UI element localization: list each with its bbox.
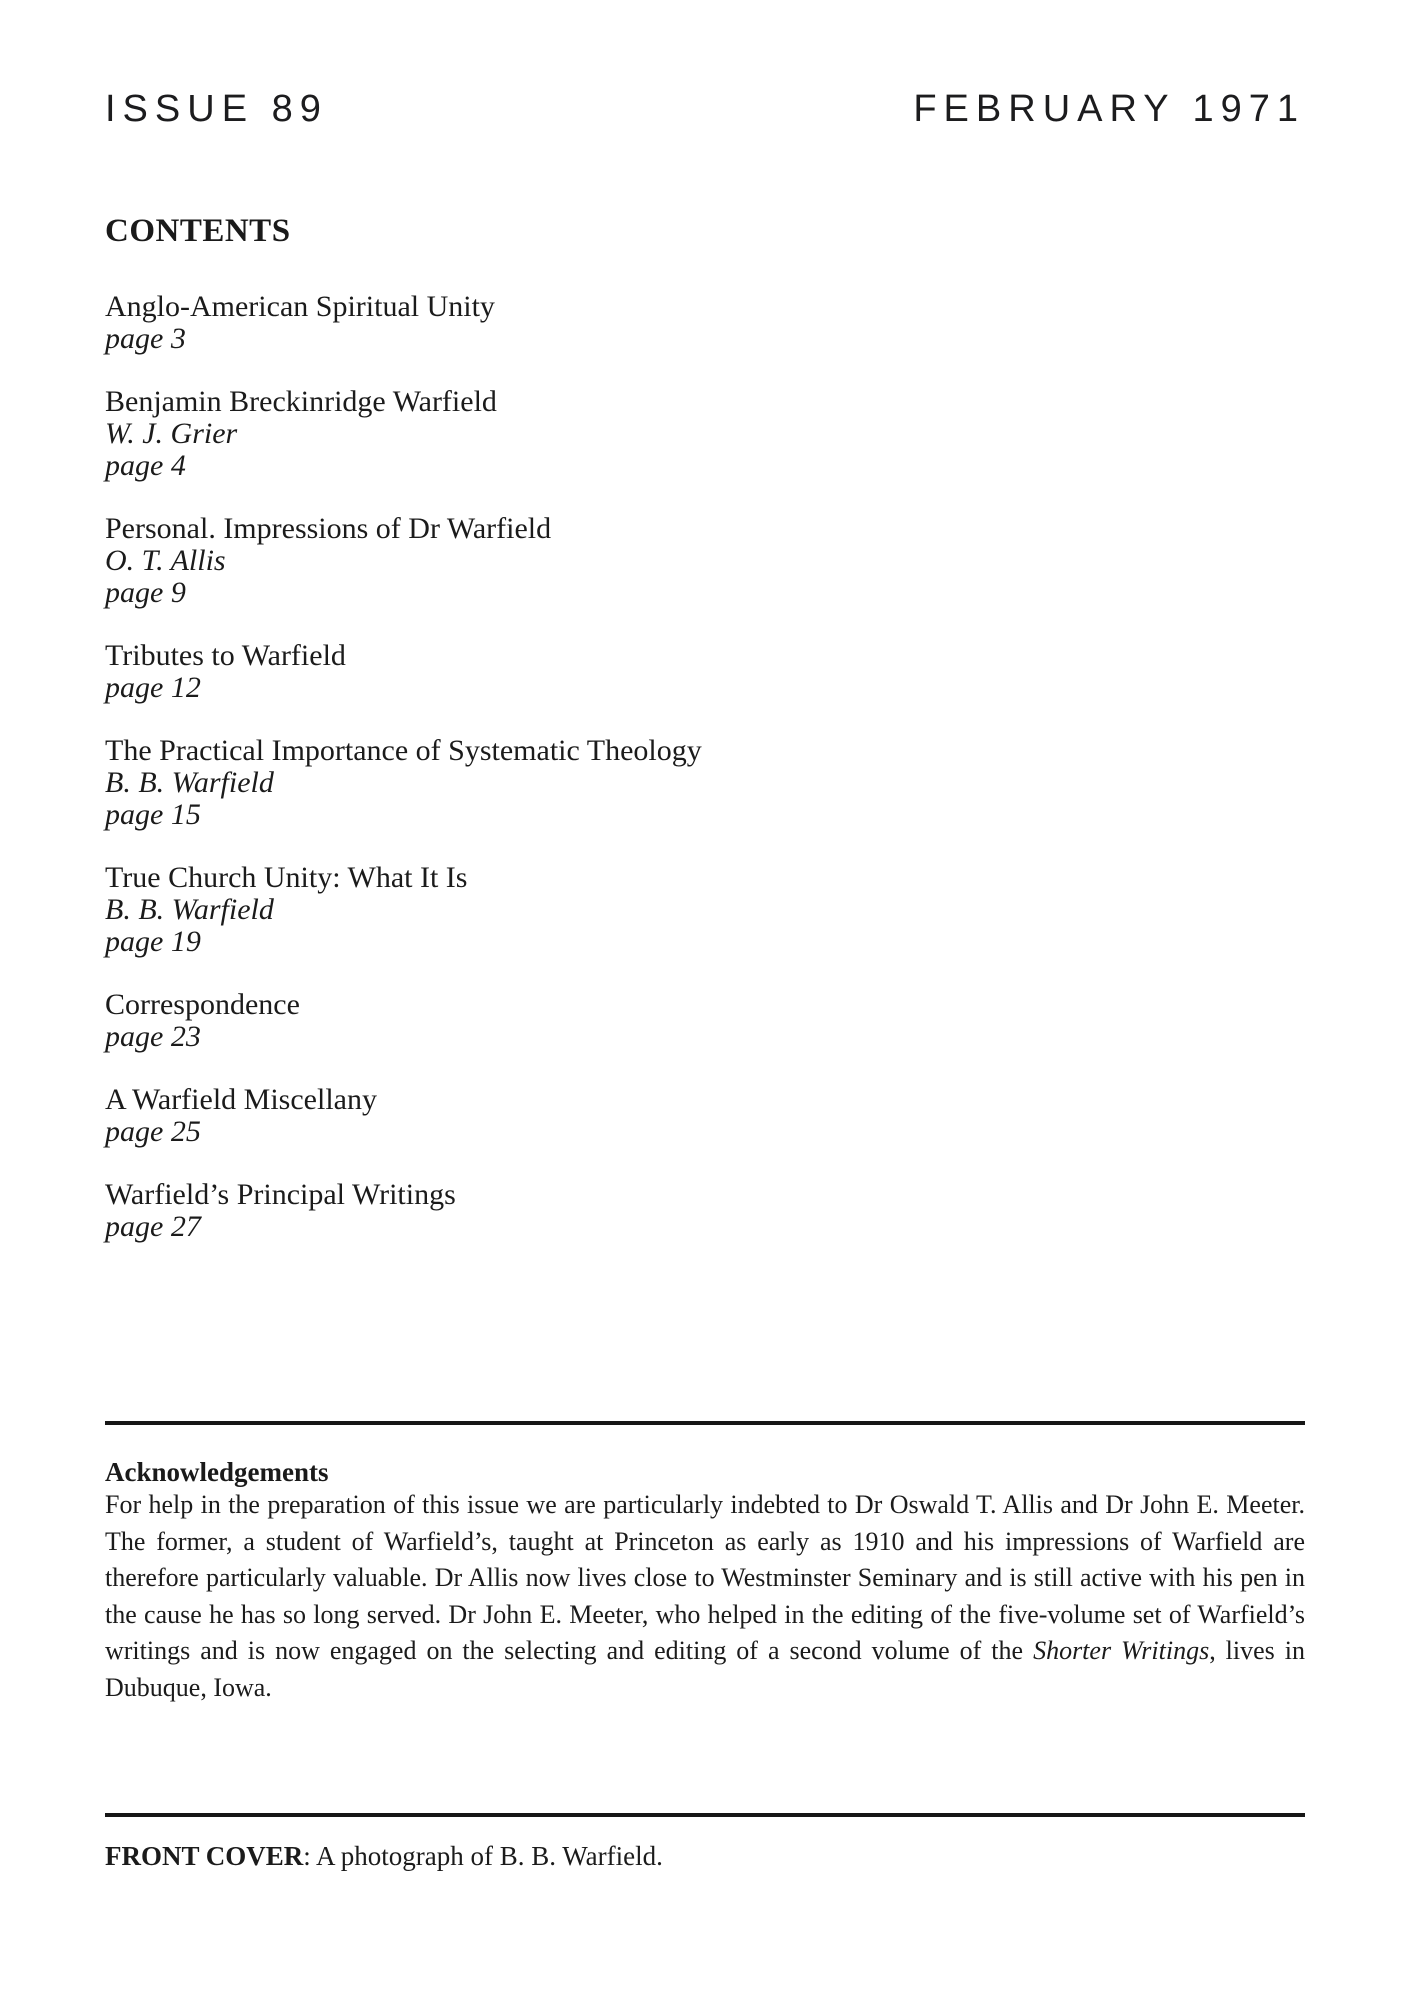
toc-item [105,640,1305,704]
acknowledgements-heading: Acknowledgements [105,1457,329,1487]
contents-heading: CONTENTS [105,213,291,249]
toc-item [105,386,1305,482]
toc-item-title: Benjamin Breckinridge Warfield [105,385,497,418]
toc-item-author: B. B. Warfield [105,893,274,926]
divider-rule-bottom [105,1813,1305,1817]
toc-item-author: B. B. Warfield [105,766,274,799]
masthead [105,0,1305,128]
toc-item-author: O. T. Allis [105,544,226,577]
toc-item-page: page 4 [105,449,186,482]
front-cover-label: FRONT COVER [105,1841,304,1871]
toc-item-page: page 27 [105,1210,201,1243]
toc-item-title: A Warfield Miscellany [105,1083,377,1116]
toc-item-page: page 23 [105,1020,201,1053]
front-cover-text: : A photograph of B. B. Warfield. [303,1841,663,1871]
toc-item-author: W. J. Grier [105,417,238,450]
acknowledgements-text-after: , lives in Dubuque, Iowa. [105,1636,1305,1702]
toc-item-title: True Church Unity: What It Is [105,861,468,894]
toc-item-page: page 12 [105,671,201,704]
toc-item-page: page 3 [105,322,186,355]
toc-item [105,1179,1305,1243]
toc-item-title: Correspondence [105,988,300,1021]
toc-item-page: page 19 [105,925,201,958]
divider-rule-top [105,1421,1305,1425]
contents-list [105,291,1305,1243]
toc-item [105,1084,1305,1148]
toc-item-title: The Practical Importance of Systematic Theology [105,734,702,767]
toc-item [105,513,1305,609]
toc-item-title: Warfield’s Principal Writings [105,1178,456,1211]
toc-item [105,862,1305,958]
issue-date: FEBRUARY 1971 [913,88,1305,130]
toc-item [105,291,1305,355]
toc-item-title: Personal. Impressions of Dr Warfield [105,512,552,545]
acknowledgements-italic-phrase: Shorter Writings [1033,1636,1210,1665]
acknowledgements-text-before: For help in the preparation of this issue we are particularly indebted to Dr Oswald T. Allis and Dr John E. Meeter. The former, a student of Warfield’s, taught at Princeton as early as 1910 and his impressions of Warfield are therefore particularly valuable. Dr Allis now lives close to Westminster Seminary and is still active with his pen in the cause he has so long served. Dr John E. Meeter, who helped in the editing of the five-volume set of Warfield’s writings and is now engaged on the selecting and editing of a second volume of the [105,1490,1305,1665]
toc-item-page: page 15 [105,798,201,831]
toc-item [105,735,1305,831]
toc-item-page: page 9 [105,576,186,609]
toc-item-title: Tributes to Warfield [105,639,346,672]
acknowledgements-paragraph [105,1487,1305,1706]
toc-item-title: Anglo-American Spiritual Unity [105,290,495,323]
front-cover-note [105,1839,1305,1873]
toc-item-page: page 25 [105,1115,201,1148]
toc-item [105,989,1305,1053]
issue-number: ISSUE 89 [105,88,328,130]
